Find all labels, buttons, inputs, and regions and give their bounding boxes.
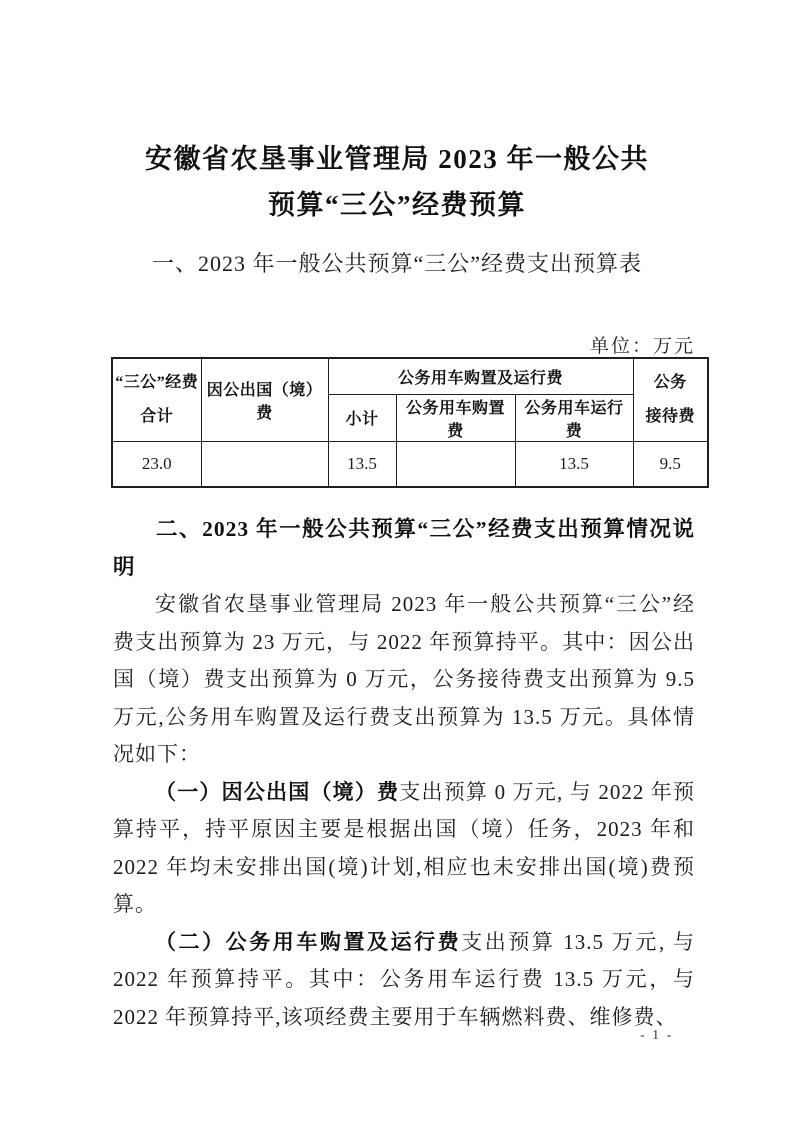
section2-body — [113, 511, 695, 1036]
col-header-vehicle-group: 公务用车购置及运行费 — [328, 358, 633, 394]
cell-sangong-total: 23.0 — [112, 441, 201, 487]
section2-intro-paragraph: 安徽省农垦事业管理局 2023 年一般公共预算“三公”经费支出预算为 23 万元，与 2022 年预算持平。其中：因公出国（境）费支出预算为 0 万元，公务接待费支出预算为 9.5 万元,公务用车购置及运行费支出预算为 13.5 万元。具体情况如下： — [113, 592, 695, 766]
section2-item2-paragraph — [113, 924, 695, 1037]
document-title-line1: 安徽省农垦事业管理局 2023 年一般公共 — [145, 144, 649, 174]
page-number: - 1 - — [640, 1028, 674, 1043]
cell-reception: 9.5 — [633, 441, 708, 487]
section1-heading: 一、2023 年一般公共预算“三公”经费支出预算表 — [151, 251, 643, 276]
col-header-reception-line2: 接待费 — [645, 407, 695, 425]
col-header-vehicle-subtotal: 小计 — [328, 394, 396, 441]
section2-item1-lead: （一）因公出国（境）费 — [155, 779, 400, 804]
section2-item1-paragraph — [113, 774, 695, 924]
cell-vehicle-purchase — [396, 441, 515, 487]
cell-vehicle-subtotal: 13.5 — [328, 441, 396, 487]
document-title — [0, 136, 794, 228]
col-header-abroad-fee: 因公出国（境）费 — [201, 358, 328, 441]
col-header-vehicle-purchase: 公务用车购置费 — [396, 394, 515, 441]
col-header-reception-line1: 公务 — [653, 373, 687, 391]
col-header-sangong-total-line1: “三公”经费 — [115, 373, 199, 391]
col-header-vehicle-operation: 公务用车运行费 — [515, 394, 633, 441]
section2-heading: 二、2023 年一般公共预算“三公”经费支出预算情况说明 — [113, 517, 695, 579]
budget-table — [111, 357, 709, 488]
cell-vehicle-operation: 13.5 — [515, 441, 633, 487]
table-data-row — [112, 441, 708, 487]
document-title-line2: 预算“三公”经费预算 — [268, 190, 526, 220]
col-header-sangong-total-line2: 合计 — [140, 407, 174, 425]
col-header-sangong-total — [112, 358, 201, 441]
col-header-reception — [633, 358, 708, 441]
section2-item1-text: 支出预算 0 万元, 与 2022 年预算持平，持平原因主要是根据出国（境）任务，2023 年和 2022 年均未安排出国(境)计划,相应也未安排出国(境)费预算。 — [113, 779, 696, 916]
table-unit-label: 单位：万元 — [589, 336, 695, 357]
cell-abroad-fee — [201, 441, 328, 487]
section2-item2-text: 支出预算 13.5 万元, 与 2022 年预算持平。其中：公务用车运行费 13.5 万元，与 2022 年预算持平,该项经费主要用于车辆燃料费、维修费、 — [113, 929, 696, 1029]
section2-item2-lead: （二）公务用车购置及运行费 — [155, 929, 462, 954]
